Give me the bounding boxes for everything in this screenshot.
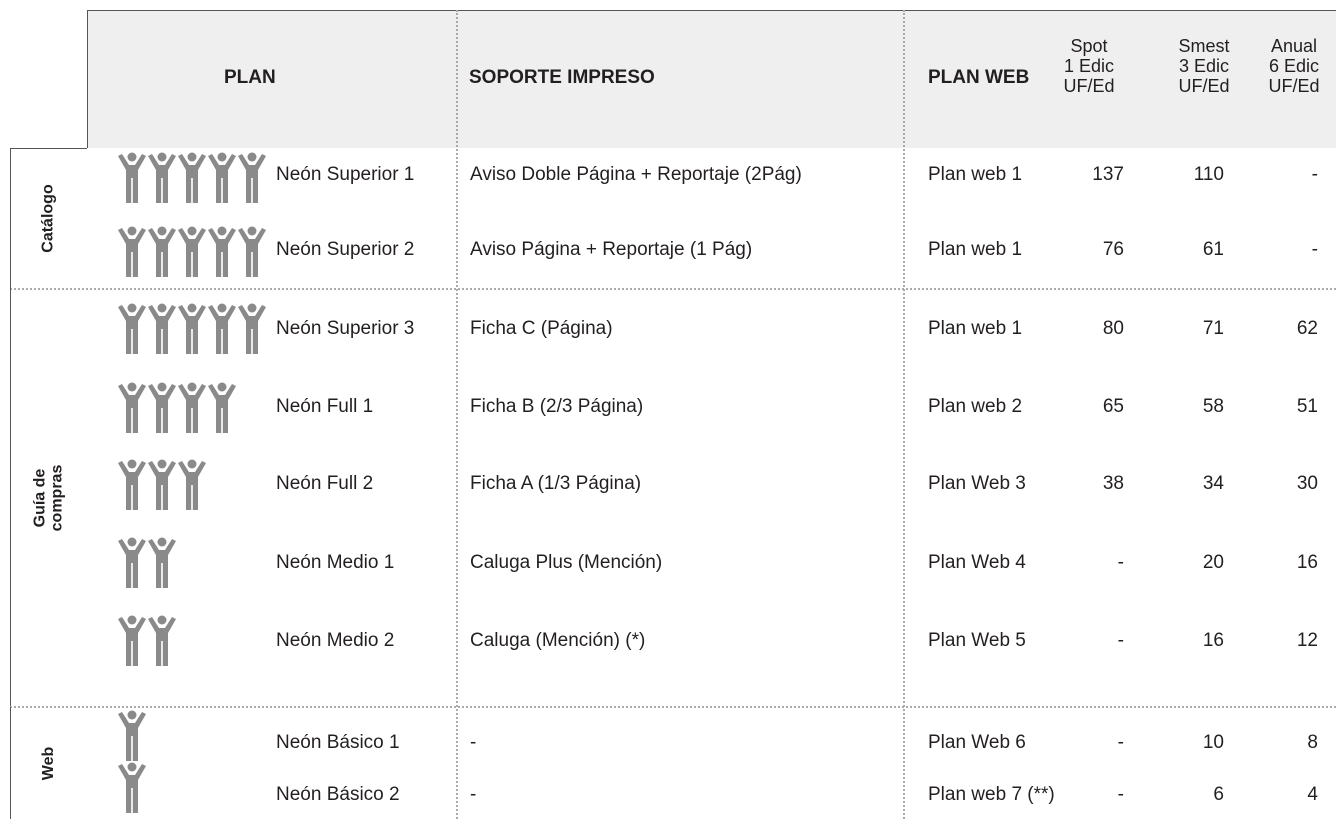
person-icon [117,710,147,762]
plan-name: Neón Medio 2 [276,630,395,651]
price-spot: - [1117,732,1124,753]
plan-web: Plan web 1 [928,318,1023,339]
row-group-divider [10,288,1336,290]
row-group-divider [10,706,1336,708]
soporte-impreso: Caluga (Mención) (*) [470,630,646,651]
plan-web: Plan web 1 [928,164,1023,185]
header-plan: PLAN [224,67,276,88]
price-smest: 61 [1202,239,1224,260]
plan-name: Neón Medio 1 [276,552,395,573]
header-smest: Smest 3 Edic UF/Ed [1178,36,1230,96]
group-guia-label: Guía de compras [31,464,66,531]
soporte-impreso: - [470,732,477,753]
plan-icons [117,710,147,762]
person-icon [207,226,237,278]
person-icon [117,615,147,667]
price-spot: 137 [1092,164,1124,185]
price-anual: 51 [1296,396,1318,417]
price-spot: - [1117,552,1124,573]
person-icon [147,537,177,589]
plan-icons [117,226,267,278]
person-icon [177,303,207,355]
plan-icons [117,152,267,204]
header-anual: Anual 6 Edic UF/Ed [1268,36,1320,96]
person-icon [177,152,207,204]
header-plan-web: PLAN WEB [928,67,1030,88]
price-smest: 110 [1193,164,1224,185]
price-anual: 12 [1296,630,1318,651]
person-icon [147,459,177,511]
price-anual: 16 [1296,552,1318,573]
group-guia-de-compras [10,289,86,706]
column-divider [456,10,458,819]
person-icon [117,303,147,355]
soporte-impreso: - [470,784,477,805]
price-spot: 80 [1102,318,1124,339]
person-icon [207,382,237,434]
price-smest: 16 [1202,630,1224,651]
person-icon [177,382,207,434]
plan-name: Neón Superior 2 [276,239,415,260]
price-spot: 65 [1102,396,1124,417]
soporte-impreso: Ficha C (Página) [470,318,613,339]
price-anual: 30 [1296,473,1318,494]
price-anual: 8 [1307,732,1318,753]
plan-web: Plan web 2 [928,396,1023,417]
header-spot: Spot 1 Edic UF/Ed [1063,36,1115,96]
plan-name: Neón Superior 3 [276,318,415,339]
person-icon [147,152,177,204]
price-anual: - [1311,239,1318,260]
soporte-impreso: Caluga Plus (Mención) [470,552,663,573]
plan-name: Neón Básico 2 [276,784,400,805]
plan-icons [117,459,207,511]
price-spot: - [1117,784,1124,805]
person-icon [147,615,177,667]
person-icon [207,152,237,204]
person-icon [117,226,147,278]
price-smest: 34 [1202,473,1224,494]
person-icon [177,459,207,511]
plan-name: Neón Full 1 [276,396,374,417]
person-icon [117,382,147,434]
person-icon [177,226,207,278]
plan-name: Neón Superior 1 [276,164,415,185]
person-icon [207,303,237,355]
plan-icons [117,762,147,814]
plan-icons [117,382,237,434]
price-anual: - [1311,164,1318,185]
price-anual: 4 [1307,784,1318,805]
plan-icons [117,303,267,355]
price-anual: 62 [1296,318,1318,339]
plan-icons [117,615,177,667]
column-divider [903,10,905,819]
price-spot: 38 [1102,473,1124,494]
soporte-impreso: Aviso Doble Página + Reportaje (2Pág) [470,164,802,185]
person-icon [237,152,267,204]
person-icon [237,226,267,278]
plan-web: Plan web 7 (**) [928,784,1055,805]
price-spot: - [1117,630,1124,651]
soporte-impreso: Ficha A (1/3 Página) [470,473,642,494]
group-catalogo [10,148,86,289]
person-icon [147,303,177,355]
plan-name: Neón Básico 1 [276,732,400,753]
header-soporte-impreso: SOPORTE IMPRESO [469,67,655,88]
price-smest: 58 [1202,396,1224,417]
plan-web: Plan Web 6 [928,732,1026,753]
price-smest: 71 [1202,318,1224,339]
person-icon [117,762,147,814]
price-smest: 20 [1202,552,1224,573]
plan-name: Neón Full 2 [276,473,374,494]
group-web [10,707,86,819]
plan-web: Plan Web 4 [928,552,1026,573]
group-catalogo-label: Catálogo [39,184,57,253]
soporte-impreso: Aviso Página + Reportaje (1 Pág) [470,239,753,260]
person-icon [147,226,177,278]
price-smest: 10 [1202,732,1224,753]
group-web-label: Web [39,746,57,780]
plan-web: Plan web 1 [928,239,1023,260]
plan-web: Plan Web 3 [928,473,1026,494]
price-spot: 76 [1102,239,1124,260]
plan-web: Plan Web 5 [928,630,1026,651]
person-icon [237,303,267,355]
person-icon [147,382,177,434]
person-icon [117,152,147,204]
plan-icons [117,537,177,589]
person-icon [117,537,147,589]
soporte-impreso: Ficha B (2/3 Página) [470,396,644,417]
price-smest: 6 [1213,784,1224,805]
person-icon [117,459,147,511]
